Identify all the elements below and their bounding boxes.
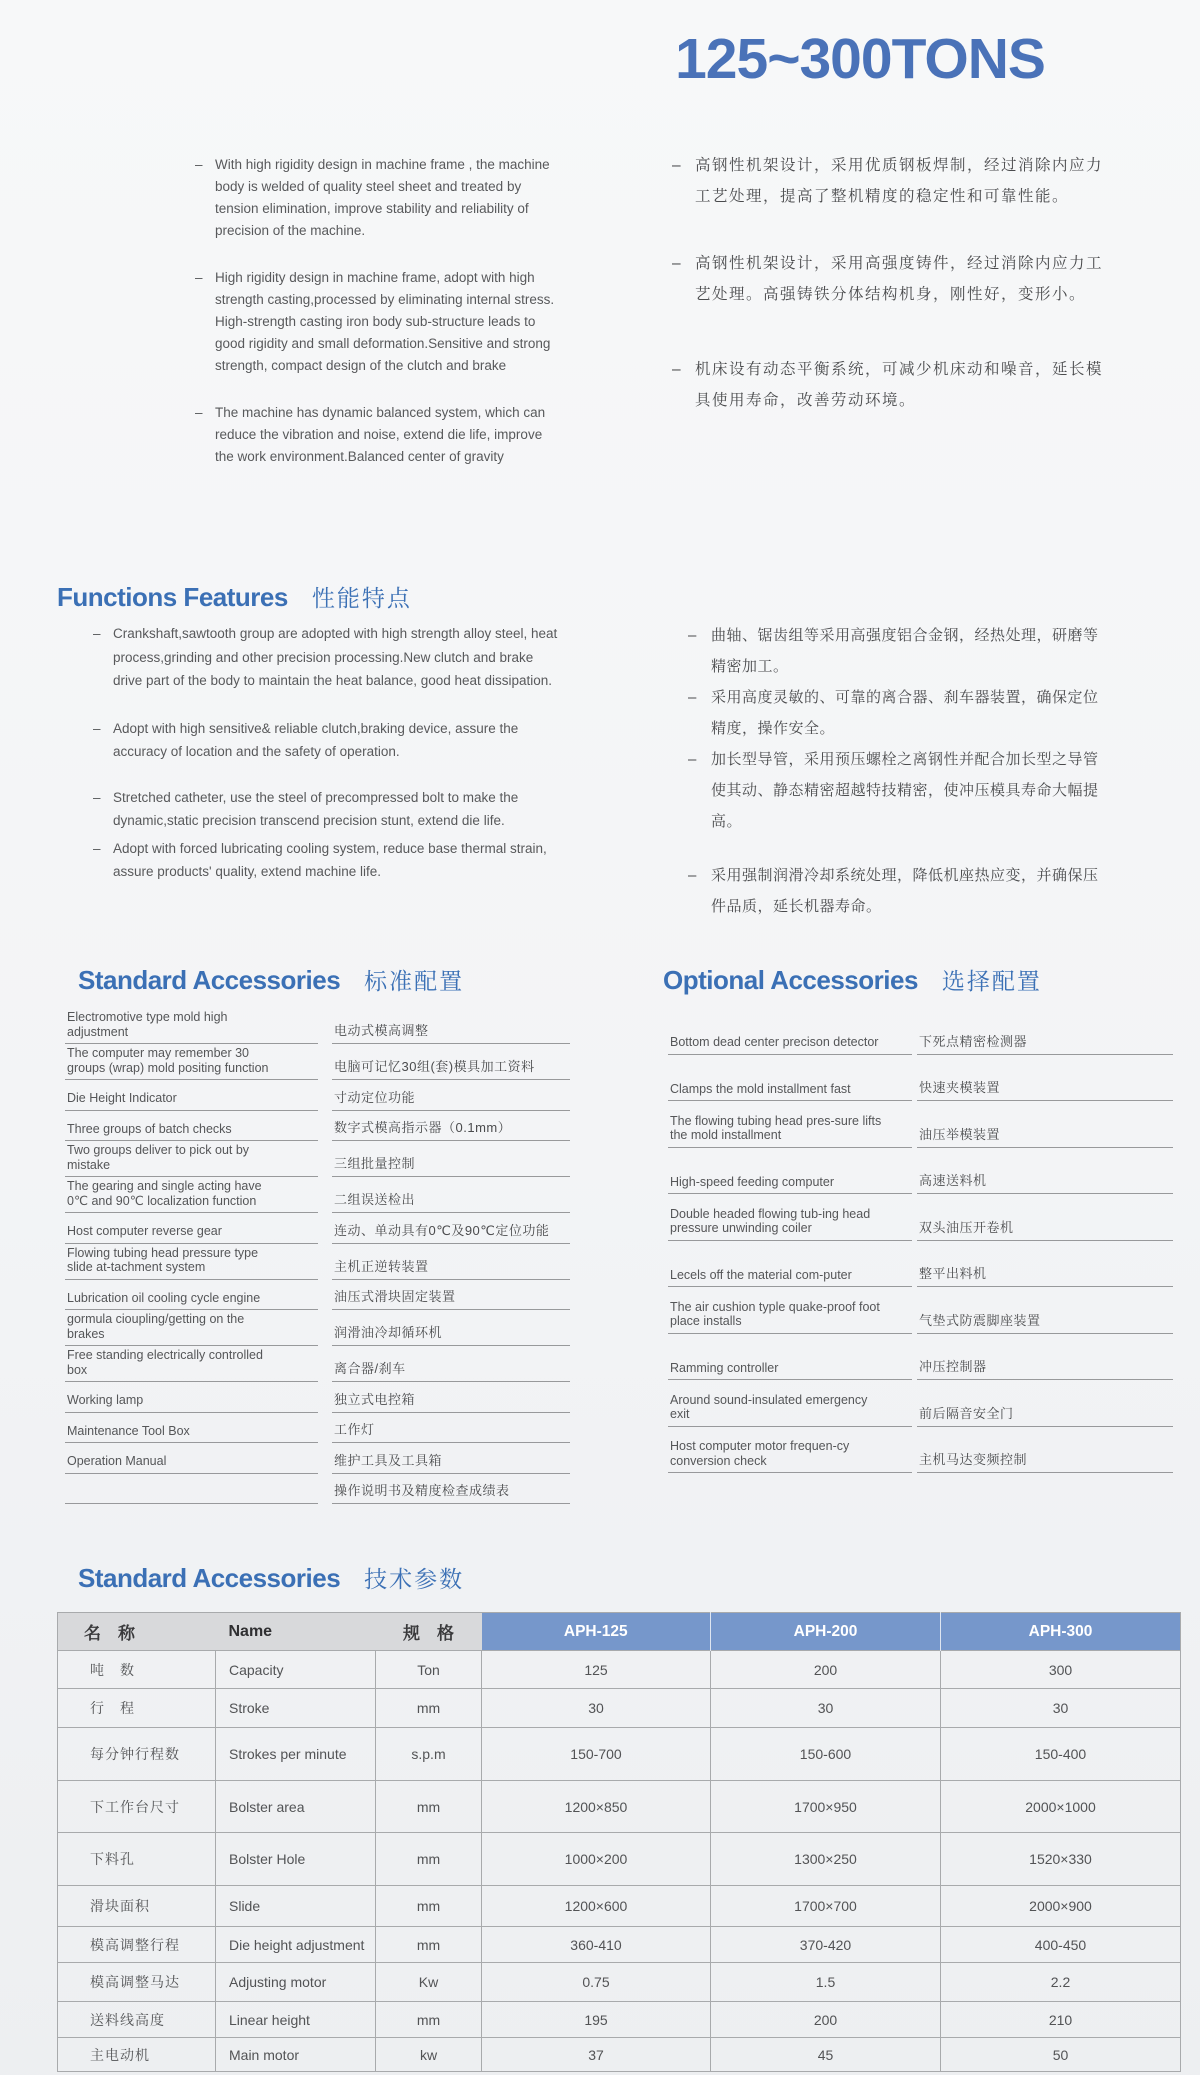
cell-text: The gearing and single acting have 0℃ and 90℃ localization function (67, 1179, 262, 1208)
accessory-row (65, 1244, 570, 1280)
spec-value-aph-200: 200 (711, 1651, 941, 1689)
cell-text: 三组批量控制 (334, 1156, 416, 1171)
spec-value-aph-125: 37 (482, 2038, 711, 2072)
accessory-name-en (668, 1287, 912, 1334)
cell-text: Maintenance Tool Box (67, 1423, 190, 1438)
accessory-name-en (668, 1008, 912, 1055)
accessory-name-zh (917, 1241, 1173, 1288)
accessory-name-en (65, 1413, 318, 1444)
spec-name: Main motor (216, 2038, 376, 2072)
spec-unit: mm (376, 1781, 482, 1833)
cell-text: 冲压控制器 (919, 1359, 987, 1374)
accessory-row (65, 1280, 570, 1311)
spec-unit: mm (376, 1689, 482, 1728)
accessory-name-zh (332, 1310, 570, 1346)
spec-row (58, 1927, 1181, 1963)
cell-text: Two groups deliver to pick out by mistake (67, 1143, 250, 1172)
accessory-name-en (668, 1241, 912, 1288)
cell-text: 独立式电控箱 (334, 1391, 416, 1407)
cell-text: Ramming controller (670, 1360, 779, 1375)
spec-value-aph-300: 150-400 (941, 1728, 1181, 1781)
spec-col-aph-300: APH-300 (941, 1613, 1181, 1651)
spec-value-aph-125: 1000×200 (482, 1833, 711, 1886)
accessory-row (65, 1346, 570, 1382)
spec-row (58, 2002, 1181, 2038)
function-bullet-en (93, 622, 561, 693)
bullet-text: – 采用高度灵敏的、可靠的离合器、刹车器装置，确保定位精度，操作安全。 (711, 689, 1099, 737)
spec-value-aph-200: 1300×250 (711, 1833, 941, 1886)
spec-value-aph-300: 1520×330 (941, 1833, 1181, 1886)
bullet-text: – 高钢性机架设计，采用优质钢板焊制，经过消除内应力工艺处理，提高了整机精度的稳定性和可靠性能。 (695, 157, 1104, 205)
accessory-name-zh (332, 1413, 570, 1444)
accessory-name-en (668, 1101, 912, 1148)
spec-value-aph-200: 150-600 (711, 1728, 941, 1781)
spec-zh-label: 模高调整马达 (58, 1963, 216, 2002)
bullet-text: – Stretched catheter, use the steel of precompressed bolt to make the dynamic,static precision transcend precision stunt, extend die life. (113, 789, 519, 828)
cell-text: 电脑可记忆30组(套)模具加工资料 (334, 1059, 535, 1074)
cell-text: Electromotive type mold high adjustment (67, 1010, 228, 1039)
accessory-name-en (65, 1244, 318, 1280)
spec-value-aph-300: 30 (941, 1689, 1181, 1728)
accessory-row (65, 1413, 570, 1444)
cell-text: 快速夹模装置 (919, 1080, 1001, 1095)
intro-bullet-en (195, 267, 563, 377)
cell-text: Operation Manual (67, 1454, 167, 1468)
optional-accessories-table (668, 1008, 1173, 1473)
accessory-name-zh (332, 1111, 570, 1142)
spec-col-zh-name: 名 称 (58, 1613, 216, 1651)
accessory-row (668, 1101, 1173, 1148)
bullet-text: – Adopt with high sensitive& reliable clutch,braking device, assure the accuracy of location and the safety of operation. (113, 720, 519, 759)
accessory-name-en (65, 1141, 318, 1177)
intro-bullet-zh (672, 248, 1104, 310)
cell-text: 维护工具及工具箱 (334, 1452, 443, 1468)
spec-zh-label: 滑块面积 (58, 1886, 216, 1927)
spec-value-aph-300: 2000×900 (941, 1886, 1181, 1927)
spec-value-aph-300: 2.2 (941, 1963, 1181, 2002)
bullet-text: – With high rigidity design in machine frame , the machine body is welded of quality steel sheet and treated by tension elimination, improve stability and reliability of precision of the machine. (215, 157, 550, 238)
spec-name: Die height adjustment (216, 1927, 376, 1963)
spec-name: Slide (216, 1886, 376, 1927)
spec-name: Linear height (216, 2002, 376, 2038)
accessory-name-en (668, 1055, 912, 1102)
cell-text: Three groups of batch checks (67, 1121, 232, 1136)
intro-bullet-en (195, 402, 563, 468)
spec-value-aph-125: 150-700 (482, 1728, 711, 1781)
spec-header-row (58, 1613, 1181, 1651)
function-bullet-en (93, 837, 561, 884)
cell-text: 寸动定位功能 (334, 1089, 416, 1105)
bullet-text: – High rigidity design in machine frame, adopt with high strength casting,processed by eliminating internal stress. High-strength casting iron body sub-structure leads to good rigidity and small deformation.Sensitive and strong strength, compact design of the clutch and brake (215, 270, 555, 373)
spec-value-aph-125: 0.75 (482, 1963, 711, 2002)
cell-text: High-speed feeding computer (670, 1174, 834, 1189)
accessory-name-en (65, 1346, 318, 1382)
cell-text: 主机正逆转装置 (334, 1258, 429, 1274)
accessory-row (668, 1194, 1173, 1241)
spec-value-aph-200: 1.5 (711, 1963, 941, 2002)
accessory-row (668, 1008, 1173, 1055)
cell-text: 双头油压开卷机 (919, 1219, 1014, 1235)
spec-value-aph-125: 360-410 (482, 1927, 711, 1963)
spec-value-aph-125: 125 (482, 1651, 711, 1689)
function-bullet-zh (688, 744, 1106, 837)
accessory-name-en (65, 1382, 318, 1413)
standard-accessories-table (65, 1008, 570, 1504)
spec-name: Capacity (216, 1651, 376, 1689)
accessory-row (668, 1334, 1173, 1381)
accessory-row (65, 1213, 570, 1244)
heading-english: Optional Accessories (663, 965, 918, 995)
intro-bullet-en (195, 154, 563, 242)
bullet-text: – 曲轴、锯齿组等采用高强度铝合金钢，经热处理，研磨等精密加工。 (711, 627, 1099, 675)
heading-chinese: 技术参数 (364, 1566, 465, 1592)
cell-text: Free standing electrically controlled box (67, 1348, 263, 1377)
accessory-row (65, 1111, 570, 1142)
accessory-row (65, 1177, 570, 1213)
functions-features-heading (57, 580, 412, 613)
accessory-name-en (65, 1310, 318, 1346)
accessory-row (65, 1008, 570, 1044)
cell-text: 气垫式防震脚座装置 (919, 1312, 1041, 1328)
spec-unit: Ton (376, 1651, 482, 1689)
intro-list-en (195, 154, 563, 468)
cell-text: 电动式模高调整 (334, 1023, 429, 1038)
intro-list-zh (672, 150, 1104, 416)
spec-row (58, 1833, 1181, 1886)
spec-row (58, 1963, 1181, 2002)
spec-unit: mm (376, 1886, 482, 1927)
accessory-name-en (65, 1280, 318, 1311)
heading-english: Functions Features (57, 582, 288, 612)
accessory-row (668, 1287, 1173, 1334)
accessory-name-en (65, 1177, 318, 1213)
cell-text: 工作灯 (334, 1422, 375, 1437)
spec-value-aph-200: 200 (711, 2002, 941, 2038)
spec-value-aph-300: 2000×1000 (941, 1781, 1181, 1833)
cell-text: Lubrication oil cooling cycle engine (67, 1290, 261, 1305)
spec-value-aph-125: 1200×600 (482, 1886, 711, 1927)
functions-list-en (93, 622, 561, 884)
function-bullet-en (93, 786, 561, 833)
cell-text: gormula cioupling/getting on the brakes (67, 1312, 245, 1341)
cell-text: Lecels off the material com-puter (670, 1267, 852, 1282)
spec-value-aph-300: 400-450 (941, 1927, 1181, 1963)
cell-text: 主机马达变频控制 (919, 1452, 1028, 1467)
intro-bullet-zh (672, 354, 1104, 416)
accessory-name-zh (917, 1055, 1173, 1102)
spec-zh-label: 主电动机 (58, 2038, 216, 2072)
accessory-row (668, 1427, 1173, 1474)
accessory-row (668, 1055, 1173, 1102)
accessory-name-zh (332, 1474, 570, 1505)
accessory-name-zh (332, 1280, 570, 1311)
cell-text: 二组误送检出 (334, 1192, 416, 1207)
functions-list-zh (688, 620, 1106, 922)
spec-value-aph-200: 1700×700 (711, 1886, 941, 1927)
accessory-name-zh (917, 1008, 1173, 1055)
accessory-row (65, 1382, 570, 1413)
spec-value-aph-125: 1200×850 (482, 1781, 711, 1833)
spec-row (58, 2038, 1181, 2072)
cell-text: 下死点精密检测器 (919, 1033, 1028, 1049)
cell-text: Clamps the mold installment fast (670, 1081, 851, 1096)
spec-unit: s.p.m (376, 1728, 482, 1781)
spec-unit: mm (376, 1927, 482, 1963)
accessory-name-en (65, 1474, 318, 1505)
accessory-name-zh (332, 1213, 570, 1244)
spec-row (58, 1728, 1181, 1781)
spec-zh-label: 下工作台尺寸 (58, 1781, 216, 1833)
accessory-name-zh (917, 1101, 1173, 1148)
spec-name: Bolster area (216, 1781, 376, 1833)
accessory-name-zh (917, 1148, 1173, 1195)
cell-text: The flowing tubing head pres-sure lifts the mold installment (670, 1113, 882, 1142)
accessory-name-en (668, 1380, 912, 1427)
accessory-name-zh (332, 1080, 570, 1111)
cell-text: Around sound-insulated emergency exit (670, 1392, 868, 1421)
cell-text: 润滑油冷却循环机 (334, 1325, 443, 1340)
spec-zh-label: 下料孔 (58, 1833, 216, 1886)
cell-text: 油压式滑块固定装置 (334, 1289, 456, 1304)
heading-chinese: 标准配置 (364, 968, 465, 994)
cell-text: 油压举模装置 (919, 1126, 1001, 1142)
optional-accessories-heading (663, 963, 1042, 996)
spec-unit: mm (376, 1833, 482, 1886)
cell-text: Working lamp (67, 1393, 144, 1407)
cell-text: 前后隔音安全门 (919, 1405, 1014, 1421)
accessory-row (65, 1474, 570, 1505)
accessory-name-zh (332, 1177, 570, 1213)
bullet-text: – 机床设有动态平衡系统，可减少机床动和噪音，延长模具使用寿命，改善劳动环境。 (695, 361, 1104, 409)
cell-text: The air cushion typle quake-proof foot place installs (670, 1299, 880, 1328)
cell-text: 离合器/刹车 (334, 1361, 406, 1376)
spec-value-aph-200: 370-420 (711, 1927, 941, 1963)
accessory-name-zh (917, 1334, 1173, 1381)
cell-text: Double headed flowing tub-ing head pressure unwinding coiler (670, 1206, 871, 1235)
accessory-row (668, 1380, 1173, 1427)
bullet-text: – 高钢性机架设计，采用高强度铸件，经过消除内应力工艺处理。高强铸铁分体结构机身，刚性好，变形小。 (695, 255, 1104, 303)
spec-col-aph-125: APH-125 (482, 1613, 711, 1651)
spec-value-aph-300: 50 (941, 2038, 1181, 2072)
function-bullet-en (93, 717, 561, 764)
spec-row (58, 1886, 1181, 1927)
spec-row (58, 1651, 1181, 1689)
function-bullet-zh (688, 620, 1106, 682)
spec-name: Bolster Hole (216, 1833, 376, 1886)
accessory-name-zh (917, 1427, 1173, 1474)
accessory-row (65, 1044, 570, 1080)
cell-text: 数字式模高指示器（0.1mm） (334, 1120, 512, 1135)
heading-english: Standard Accessories (78, 965, 341, 995)
spec-unit: kw (376, 2038, 482, 2072)
spec-row (58, 1781, 1181, 1833)
accessory-name-zh (332, 1443, 570, 1474)
accessory-name-zh (917, 1287, 1173, 1334)
function-bullet-zh (688, 860, 1106, 922)
spec-unit: mm (376, 2002, 482, 2038)
cell-text: 整平出料机 (919, 1266, 987, 1281)
standard-accessories-heading (78, 963, 464, 996)
cell-text: Bottom dead center precison detector (670, 1035, 879, 1049)
spec-value-aph-200: 30 (711, 1689, 941, 1728)
accessory-name-en (65, 1213, 318, 1244)
spec-value-aph-200: 1700×950 (711, 1781, 941, 1833)
accessory-name-zh (917, 1380, 1173, 1427)
accessory-row (668, 1148, 1173, 1195)
bullet-text: – 加长型导管，采用预压螺栓之离钢性并配合加长型之导管使其动、静态精密超越特技精密，使冲压模具寿命大幅提高。 (711, 751, 1099, 830)
accessory-name-en (65, 1044, 318, 1080)
accessory-name-zh (332, 1008, 570, 1044)
spec-name: Adjusting motor (216, 1963, 376, 2002)
accessory-name-zh (332, 1044, 570, 1080)
spec-unit: Kw (376, 1963, 482, 2002)
spec-value-aph-200: 45 (711, 2038, 941, 2072)
accessory-name-en (668, 1194, 912, 1241)
accessory-name-zh (332, 1244, 570, 1280)
technical-parameters-heading (78, 1561, 464, 1594)
bullet-text: – Adopt with forced lubricating cooling system, reduce base thermal strain, assure products' quality, extend machine life. (113, 840, 547, 879)
accessory-name-zh (332, 1141, 570, 1177)
spec-value-aph-125: 195 (482, 2002, 711, 2038)
spec-zh-label: 模高调整行程 (58, 1927, 216, 1963)
spec-col-aph-200: APH-200 (711, 1613, 941, 1651)
accessory-name-en (65, 1080, 318, 1111)
spec-zh-label: 送料线高度 (58, 2002, 216, 2038)
spec-table (57, 1612, 1181, 2072)
spec-zh-label: 行 程 (58, 1689, 216, 1728)
cell-text: 操作说明书及精度检查成绩表 (334, 1483, 510, 1498)
accessory-name-en (65, 1008, 318, 1044)
bullet-text: – The machine has dynamic balanced system, which can reduce the vibration and noise, extend die life, improve the work environment.Balanced center of gravity (215, 405, 546, 464)
intro-bullet-zh (672, 150, 1104, 212)
cell-text: Host computer reverse gear (67, 1224, 222, 1238)
spec-zh-label: 每分钟行程数 (58, 1728, 216, 1781)
accessory-name-zh (917, 1194, 1173, 1241)
heading-english: Standard Accessories (78, 1563, 341, 1593)
accessory-row (65, 1141, 570, 1177)
bullet-text: – 采用强制润滑冷却系统处理，降低机座热应变，并确保压件品质，延长机器寿命。 (711, 867, 1099, 915)
accessory-row (65, 1443, 570, 1474)
cell-text: Flowing tubing head pressure type slide at-tachment system (67, 1245, 259, 1274)
cell-text: Die Height Indicator (67, 1091, 177, 1105)
spec-name: Stroke (216, 1689, 376, 1728)
function-bullet-zh (688, 682, 1106, 744)
cell-text: Host computer motor frequen-cy conversion check (670, 1439, 850, 1468)
heading-chinese: 性能特点 (311, 585, 412, 611)
page-title: 125~300TONS (675, 27, 1045, 91)
cell-text: 高速送料机 (919, 1173, 987, 1188)
spec-row (58, 1689, 1181, 1728)
spec-value-aph-300: 300 (941, 1651, 1181, 1689)
spec-name: Strokes per minute (216, 1728, 376, 1781)
accessory-row (668, 1241, 1173, 1288)
accessory-name-en (65, 1443, 318, 1474)
accessory-row (65, 1310, 570, 1346)
accessory-name-zh (332, 1346, 570, 1382)
cell-text: The computer may remember 30 groups (wrap) mold positing function (67, 1046, 269, 1075)
accessory-name-en (668, 1334, 912, 1381)
accessory-name-en (65, 1111, 318, 1142)
accessory-name-en (668, 1427, 912, 1474)
heading-chinese: 选择配置 (941, 968, 1042, 994)
accessory-row (65, 1080, 570, 1111)
spec-zh-label: 吨 数 (58, 1651, 216, 1689)
spec-col-spec: 规 格 (376, 1613, 482, 1651)
spec-value-aph-125: 30 (482, 1689, 711, 1728)
spec-table-body (58, 1651, 1181, 2072)
spec-col-name: Name (216, 1613, 376, 1651)
spec-value-aph-300: 210 (941, 2002, 1181, 2038)
bullet-text: – Crankshaft,sawtooth group are adopted with high strength alloy steel, heat process,grinding and other precision processing.New clutch and brake drive part of the body to maintain the heat balance, good heat dissipation. (113, 626, 558, 688)
accessory-name-en (668, 1148, 912, 1195)
cell-text: 连动、单动具有0℃及90℃定位功能 (334, 1222, 550, 1238)
accessory-name-zh (332, 1382, 570, 1413)
